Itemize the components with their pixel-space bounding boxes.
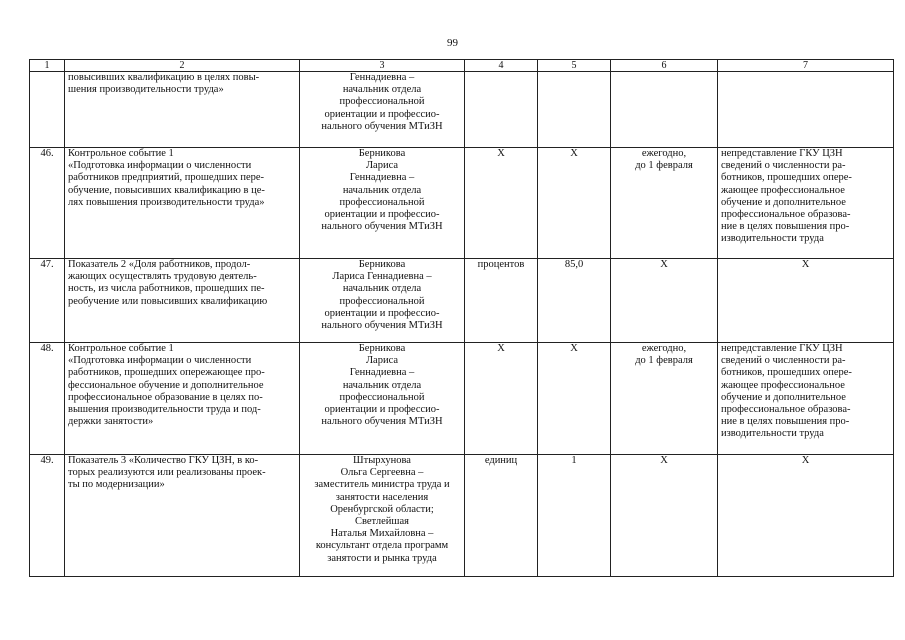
unit xyxy=(465,72,538,148)
col-header-7: 7 xyxy=(718,60,894,72)
deadline xyxy=(611,72,718,148)
risk-description: непредставление ГКУ ЦЗН сведений о численности ра- ботников, прошедших опере- жающее профессиональное обучение и дополнительное профессиональное образова- ние в целях повышения про- изводительности труда xyxy=(718,343,894,455)
responsible: Геннадиевна – начальник отдела профессиональной ориентации и профессио- нального обучения МТиЗН xyxy=(300,72,465,148)
value: Х xyxy=(538,148,611,259)
item-name: Показатель 3 «Количество ГКУ ЦЗН, в ко- торых реализуются или реализованы проек- ты по модернизации» xyxy=(65,455,300,577)
value: 1 xyxy=(538,455,611,577)
deadline: Х xyxy=(611,259,718,343)
value: Х xyxy=(538,343,611,455)
item-name: Контрольное событие 1 «Подготовка информации о численности работников предприятий, прошедших пере- обучение, повысивших квалификацию в це- лях повышения производительности труда» xyxy=(65,148,300,259)
plan-table xyxy=(29,59,894,577)
responsible: Штырхунова Ольга Сергеевна – заместитель министра труда и занятости населения Оренбургской области; Светлейшая Наталья Михайловна – консультант отдела программ занятости и рынка труда xyxy=(300,455,465,577)
col-header-5: 5 xyxy=(538,60,611,72)
col-header-4: 4 xyxy=(465,60,538,72)
risk-description xyxy=(718,72,894,148)
deadline: ежегодно, до 1 февраля xyxy=(611,343,718,455)
row-number: 48. xyxy=(30,343,65,455)
deadline: ежегодно, до 1 февраля xyxy=(611,148,718,259)
col-header-2: 2 xyxy=(65,60,300,72)
table-row xyxy=(30,72,894,148)
row-number: 49. xyxy=(30,455,65,577)
value: 85,0 xyxy=(538,259,611,343)
risk-description: непредставление ГКУ ЦЗН сведений о численности ра- ботников, прошедших опере- жающее профессиональное обучение и дополнительное профессиональное образова- ние в целях повышения про- изводительности труда xyxy=(718,148,894,259)
risk-description: Х xyxy=(718,455,894,577)
risk-description: Х xyxy=(718,259,894,343)
header-row xyxy=(30,60,894,72)
responsible: Берникова Лариса Геннадиевна – начальник отдела профессиональной ориентации и профессио- нального обучения МТиЗН xyxy=(300,343,465,455)
table-row xyxy=(30,148,894,259)
col-header-1: 1 xyxy=(30,60,65,72)
item-name: Контрольное событие 1 «Подготовка информации о численности работников, прошедших опережающее про- фессиональное обучение и дополнительное профессиональное образование в целях по- вышения производительности труда и под- держки занятости» xyxy=(65,343,300,455)
responsible: Берникова Лариса Геннадиевна – начальник отдела профессиональной ориентации и профессио- нального обучения МТиЗН xyxy=(300,148,465,259)
row-number: 47. xyxy=(30,259,65,343)
row-number: 46. xyxy=(30,148,65,259)
item-name: Показатель 2 «Доля работников, продол- жающих осуществлять трудовую деятель- ность, из числа работников, прошедших пе- реобучение или повысивших квалификацию xyxy=(65,259,300,343)
col-header-6: 6 xyxy=(611,60,718,72)
responsible: Берникова Лариса Геннадиевна – начальник отдела профессиональной ориентации и профессио- нального обучения МТиЗН xyxy=(300,259,465,343)
value xyxy=(538,72,611,148)
table-row xyxy=(30,455,894,577)
table-row xyxy=(30,259,894,343)
unit: Х xyxy=(465,343,538,455)
unit: процентов xyxy=(465,259,538,343)
deadline: Х xyxy=(611,455,718,577)
unit: единиц xyxy=(465,455,538,577)
row-number xyxy=(30,72,65,148)
item-name: повысивших квалификацию в целях повы- шения производительности труда» xyxy=(65,72,300,148)
col-header-3: 3 xyxy=(300,60,465,72)
page-number: 99 xyxy=(447,37,458,49)
table-row xyxy=(30,343,894,455)
unit: Х xyxy=(465,148,538,259)
